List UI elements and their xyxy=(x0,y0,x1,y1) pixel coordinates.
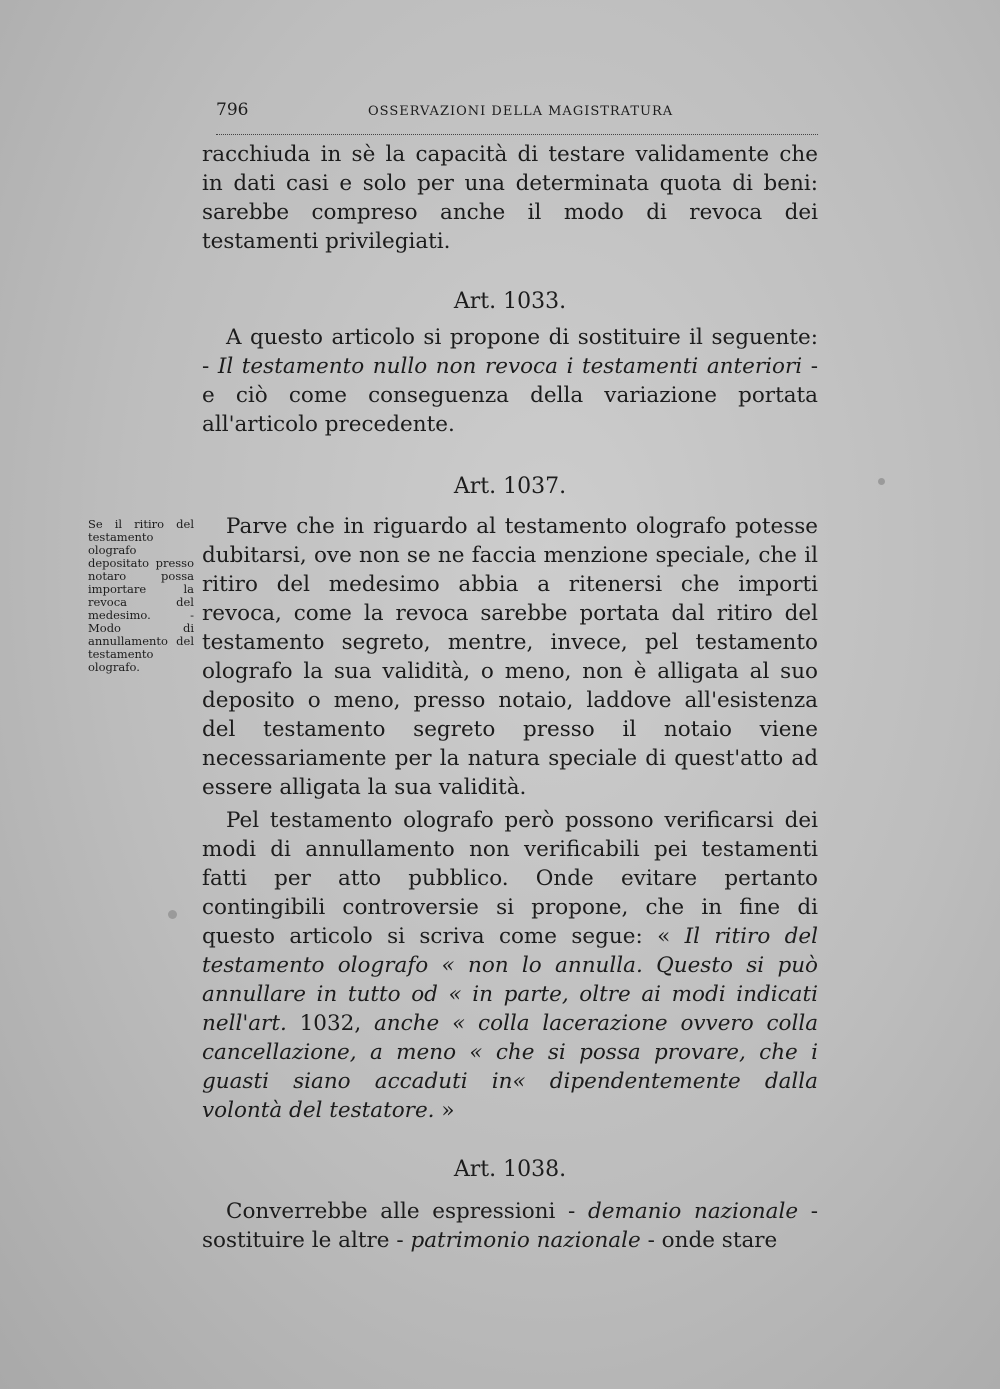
article-heading-1038: Art. 1038. xyxy=(453,1157,567,1182)
text-run: Parve che in riguardo al testamento olografo potesse dubitarsi, ove non se ne faccia menzione speciale, che il ritiro del medesimo abbia a ritenersi che importi revoca, come la revoca sarebbe portata dal ritiro del testamento segreto, mentre, invece, pel testamento olografo la sua validità, o meno, non è alligata al suo deposito o meno, presso notaio, laddove all'esistenza del testamento segreto presso il notaio viene necessariamente per la natura speciale di quest'atto ad essere alligata la sua validità. xyxy=(202,514,818,800)
page-header xyxy=(216,100,818,135)
italic-run: patrimonio nazionale xyxy=(410,1228,641,1253)
italic-run: demanio nazionale xyxy=(587,1199,799,1224)
italic-run: Il ritiro del testamento olografo « non lo annulla. Questo si può annullare in tutto od « in parte, oltre ai modi indicati nell'art. xyxy=(202,924,818,1036)
text-run: - e ciò come conseguenza della variazione portata all'articolo precedente. xyxy=(202,354,818,437)
running-head: OSSERVAZIONI DELLA MAGISTRATURA xyxy=(368,104,674,119)
article-1037-paragraph-2 xyxy=(202,806,818,1125)
text-run: 1032, xyxy=(286,1011,374,1036)
page-number: 796 xyxy=(216,100,249,120)
paper-speck xyxy=(878,478,885,485)
article-1033-paragraph xyxy=(202,323,818,439)
article-1038-paragraph xyxy=(202,1197,818,1255)
text-run: Pel testamento olografo però possono verificarsi dei modi di annullamento non verificabili pei testamenti fatti per atto pubblico. Onde evitare pertanto contingibili controversie si propone, che in fine di questo articolo si scriva come segue: « xyxy=(202,808,818,949)
margin-note: Se il ritiro del testamento olografo depositato presso notaro possa importare la revoca del medesimo. - Modo di annullamento del testamento olografo. xyxy=(88,517,194,674)
paragraph-continuation xyxy=(202,140,818,256)
italic-run: anche « colla lacerazione ovvero colla cancellazione, a meno « che si possa provare, che i guasti siano accaduti in« dipendentemente dalla volontà del testatore. xyxy=(202,1011,819,1123)
article-1037-paragraph-1 xyxy=(202,512,818,802)
italic-run: Il testamento nullo non revoca i testamenti anteriori xyxy=(217,354,803,379)
paper-speck xyxy=(168,910,177,919)
main-text xyxy=(202,140,818,1255)
text-run: - sostituire le altre - xyxy=(202,1199,818,1253)
text-run: Converrebbe alle espressioni - xyxy=(226,1199,588,1224)
text-run: » xyxy=(434,1098,455,1123)
text-run: A questo articolo si propone di sostituire il seguente: - xyxy=(202,325,818,379)
text-run: - onde stare xyxy=(640,1228,778,1253)
article-heading-1033: Art. 1033. xyxy=(453,289,567,314)
paragraph-text: racchiuda in sè la capacità di testare validamente che in dati casi e solo per una determinata quota di beni: sarebbe compreso anche il modo di revoca dei testamenti privilegiati. xyxy=(202,142,818,254)
article-heading-1037: Art. 1037. xyxy=(453,474,567,499)
